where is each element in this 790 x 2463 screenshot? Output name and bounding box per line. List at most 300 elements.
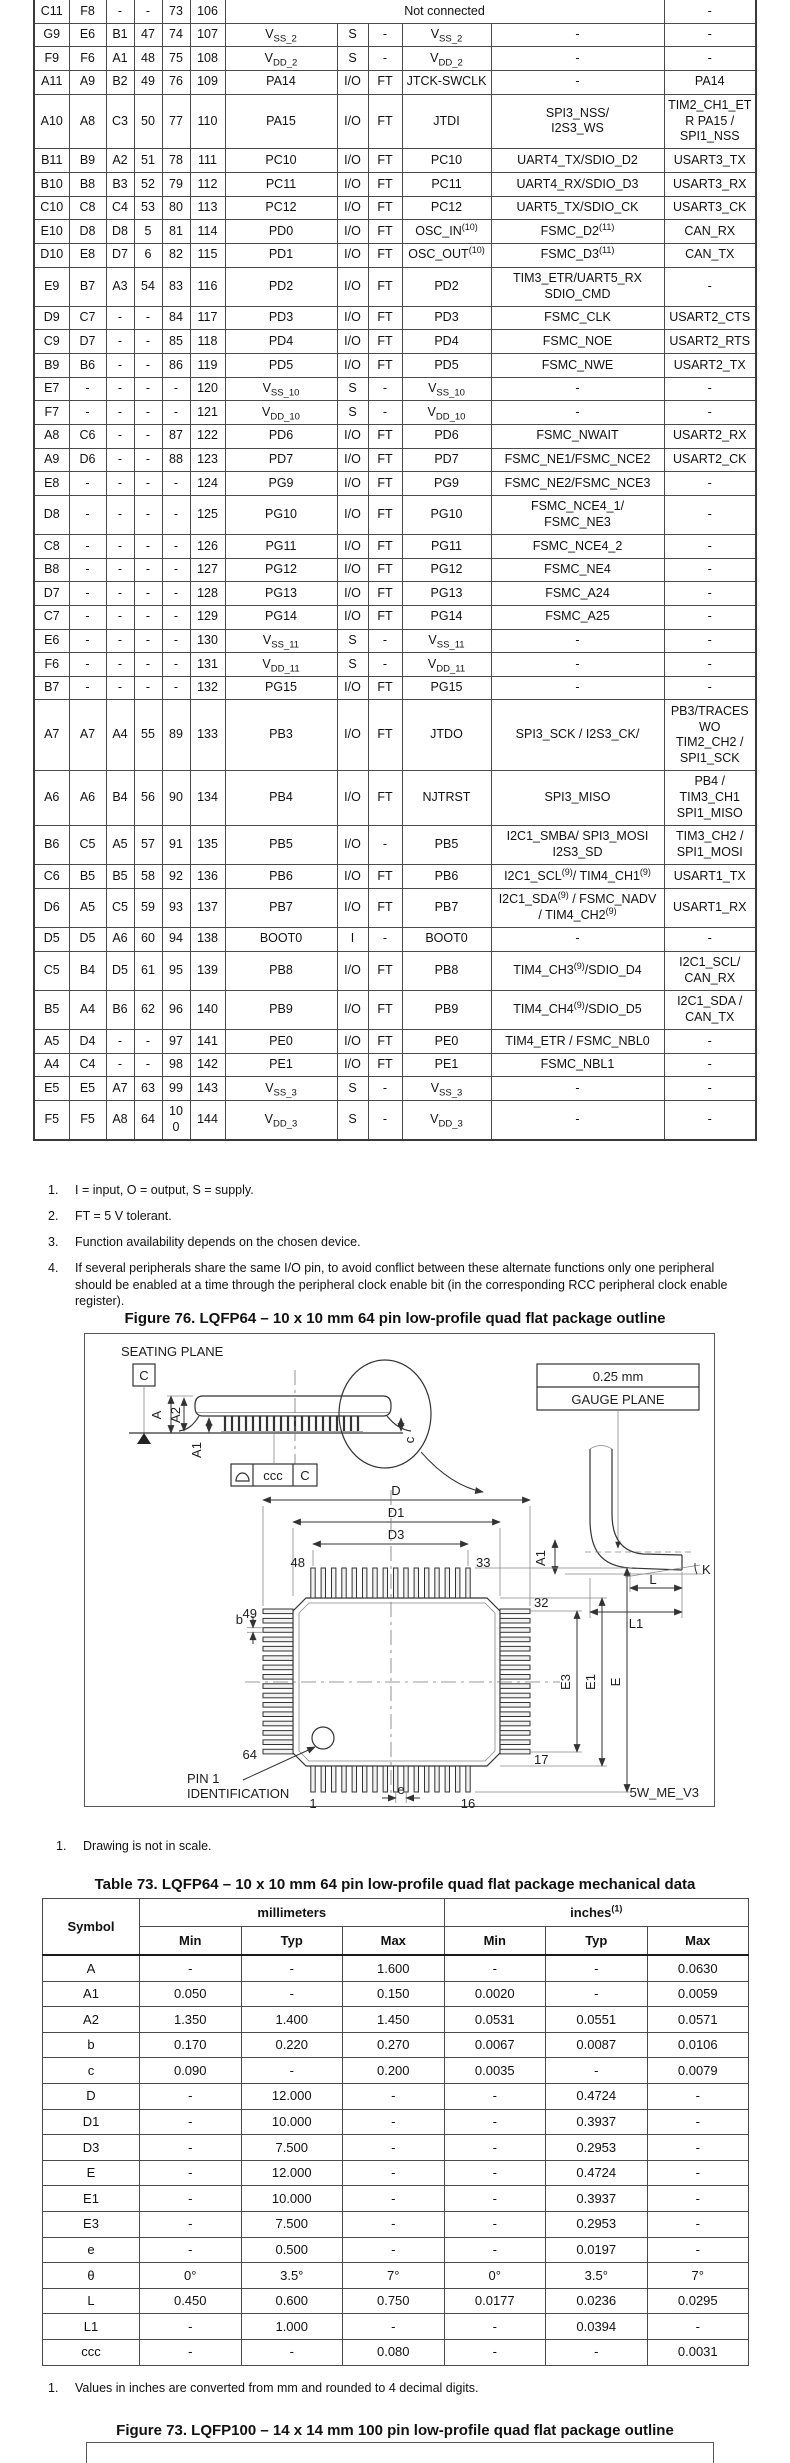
table-cell: FT [368,605,402,629]
table-cell: - [444,2237,546,2263]
table-cell: A8 [69,94,106,149]
table-cell: - [106,535,134,559]
table-cell: 10.000 [241,2186,343,2212]
table-cell: 137 [190,888,225,927]
table-cell: I/O [337,330,368,354]
table-cell: - [241,1955,343,1981]
pin1-label: 1 [309,1796,317,1811]
table-cell: Not connected [225,0,664,23]
table-cell: - [647,2237,749,2263]
table-cell: 0.0067 [444,2032,546,2058]
table-cell: - [664,558,756,582]
table-cell: - [491,1100,664,1140]
table-row [34,1030,756,1054]
table-cell: F8 [69,0,106,23]
table-cell: FT [368,424,402,448]
table-cell: PC10 [225,149,337,173]
table-cell: θ [43,2263,140,2289]
table-row [34,1053,756,1077]
table-cell: PD5 [402,354,491,378]
table-cell: FT [368,676,402,700]
table-cell: - [162,653,190,677]
package-body-side [195,1396,391,1416]
table-cell: 0.500 [241,2237,343,2263]
table-cell: - [444,2211,546,2237]
detail-circle [339,1360,431,1468]
datum-c-label: C [139,1368,149,1383]
table-cell: - [134,306,162,330]
table-cell: 138 [190,927,225,951]
table-cell: - [368,401,402,425]
table-cell: $V_{DD\_3}$ [225,1100,337,1140]
table-cell: 1.600 [343,1955,445,1981]
table-row [43,2211,749,2237]
table-cell: $V_{SS\_2}$ [402,23,491,47]
table-cell: A8 [106,1100,134,1140]
table-row [34,927,756,951]
table-row [43,2186,749,2212]
table-cell: - [491,401,664,425]
col-group-inches: inches$^{(1)}$ [444,1899,749,1927]
table-cell: 49 [134,70,162,94]
footnote-item: 2. FT = 5 V tolerant. [48,1208,172,1223]
pin48-label: 48 [290,1555,305,1570]
table-cell: $V_{DD\_11}$ [402,653,491,677]
table-cell: 125 [190,495,225,534]
table-cell: B6 [106,990,134,1029]
table-row [34,243,756,267]
table-cell: B7 [69,267,106,306]
table-cell: FT [368,354,402,378]
table-cell: 0.0031 [647,2339,749,2365]
table-cell: - [343,2186,445,2212]
table-cell: A4 [34,1053,69,1077]
table-cell: - [134,448,162,472]
footnote-item: 3. Function availability depends on the chosen device. [48,1234,361,1249]
table-cell: 59 [134,888,162,927]
table-cell: PG11 [225,535,337,559]
table-cell: - [134,1053,162,1077]
table-cell: D7 [34,582,69,606]
table-cell: 98 [162,1053,190,1077]
table-cell: A1 [106,47,134,71]
table-cell: PC11 [402,173,491,197]
table-cell: PD2 [402,267,491,306]
table-cell: - [134,377,162,401]
table-cell: 0.600 [241,2288,343,2314]
table-cell: 78 [162,149,190,173]
table-cell: PD6 [402,424,491,448]
table-cell: 0.0630 [647,1955,749,1981]
table-cell: L [43,2288,140,2314]
table-cell: E9 [34,267,69,306]
table-cell: - [134,401,162,425]
table-cell: - [664,495,756,534]
table-cell: - [106,676,134,700]
table-cell: - [106,306,134,330]
table-cell: FT [368,700,402,771]
table-cell: A5 [69,888,106,927]
table-cell: 96 [162,990,190,1029]
table-cell: D8 [106,220,134,244]
dim-a2-label: A2 [168,1407,183,1423]
table-cell: 99 [162,1077,190,1101]
mechanical-data-table [42,1898,749,2366]
table-cell: - [106,558,134,582]
table-cell: F9 [34,47,69,71]
table-cell: - [134,676,162,700]
table-cell: I/O [337,94,368,149]
table-cell: E10 [34,220,69,244]
table-cell: - [134,472,162,496]
table-cell: I2C1_SCL/ CAN_RX [664,951,756,990]
table-cell: 130 [190,629,225,653]
table-cell: CAN_RX [664,220,756,244]
table-cell: 82 [162,243,190,267]
table-cell: - [69,653,106,677]
table-cell: - [444,2135,546,2161]
table-cell: - [664,629,756,653]
table-cell: FSMC_A25 [491,605,664,629]
table-cell: - [69,535,106,559]
table-cell: - [106,401,134,425]
table-cell: 63 [134,1077,162,1101]
table-cell: $V_{DD\_11}$ [225,653,337,677]
table-cell: 0.450 [140,2288,242,2314]
table-row [43,2237,749,2263]
table-row [34,605,756,629]
table-cell: 116 [190,267,225,306]
table-cell: PG11 [402,535,491,559]
table-cell: - [140,2339,242,2365]
table-cell: - [134,605,162,629]
table-cell: PD4 [225,330,337,354]
table-row [43,2032,749,2058]
table-row [34,825,756,864]
table-cell: 97 [162,1030,190,1054]
table73-footnote [0,2380,760,2406]
table-cell: 10.000 [241,2109,343,2135]
pin1-identification-circle [312,1727,334,1749]
table-cell: PC11 [225,173,337,197]
table-cell: - [664,1053,756,1077]
table-cell: - [106,653,134,677]
table-row [43,2109,749,2135]
table-cell: 0.200 [343,2058,445,2084]
table-row [43,1955,749,1981]
table-cell: USART2_CTS [664,306,756,330]
dim-l1-label: L1 [628,1616,644,1631]
table-cell: 79 [162,173,190,197]
table-cell: - [106,377,134,401]
table-cell: USART3_CK [664,196,756,220]
table-cell: - [106,354,134,378]
table-cell: - [162,558,190,582]
table-cell: C10 [34,196,69,220]
table-cell: PC12 [225,196,337,220]
table-cell: - [664,582,756,606]
table-cell: PC12 [402,196,491,220]
table-cell: - [162,535,190,559]
table-cell: - [134,653,162,677]
table-cell: 0.080 [343,2339,445,2365]
table-cell: - [546,1955,648,1981]
table-cell: 118 [190,330,225,354]
table-cell: TIM3_CH2 / SPI1_MOSI [664,825,756,864]
table-cell: - [343,2314,445,2340]
table-cell: - [134,1030,162,1054]
table-cell: 139 [190,951,225,990]
table-cell: USART2_RTS [664,330,756,354]
table-cell: ccc [43,2339,140,2365]
table-cell: 114 [190,220,225,244]
table-cell: D6 [69,448,106,472]
table-cell: A9 [34,448,69,472]
table-cell: - [368,377,402,401]
table-cell: 0.4724 [546,2160,648,2186]
table-row [34,558,756,582]
table-cell: PG15 [402,676,491,700]
table-cell: PB8 [225,951,337,990]
table-cell: 6 [134,243,162,267]
table-row [34,173,756,197]
table-cell: A [43,1955,140,1981]
table-cell: C6 [34,865,69,889]
table-row [34,377,756,401]
note-item: 1. Values in inches are converted from mm and rounded to 4 decimal digits. [48,2381,479,2395]
table-cell: B8 [34,558,69,582]
table-cell: E6 [34,629,69,653]
table-cell: - [647,2314,749,2340]
table-cell: - [106,495,134,534]
table-cell: - [162,629,190,653]
table-row [43,2339,749,2365]
table-cell: I/O [337,535,368,559]
table-cell: - [444,1955,546,1981]
table-cell: PG9 [402,472,491,496]
table-cell: FSMC_NWE [491,354,664,378]
table73-title: Table 73. LQFP64 – 10 x 10 mm 64 pin low-profile quad flat package mechanical data [94,1876,696,1893]
ccc-label: ccc [263,1468,283,1483]
table-cell: 0.0394 [546,2314,648,2340]
table-cell: FSMC_NWAIT [491,424,664,448]
table-cell: PG13 [225,582,337,606]
dim-a1-label: A1 [189,1442,204,1458]
table-cell: 7.500 [241,2135,343,2161]
table-cell: PB4 / TIM3_CH1 SPI1_MISO [664,770,756,825]
gauge-mm-label: 0.25 mm [592,1369,644,1384]
table-cell: $V_{SS\_3}$ [225,1077,337,1101]
table-cell: USART1_RX [664,888,756,927]
table-cell: 1.000 [241,2314,343,2340]
dim-e-pitch-label: e [397,1782,405,1797]
figure76-outline-drawing [84,1333,715,1811]
table-cell: C11 [34,0,69,23]
dim-d-label: D [391,1483,401,1498]
table-cell: B2 [106,70,134,94]
table-cell: 62 [134,990,162,1029]
table-cell: 61 [134,951,162,990]
table-cell: 120 [190,377,225,401]
table-cell: 134 [190,770,225,825]
table-cell: 140 [190,990,225,1029]
table-cell: 54 [134,267,162,306]
table-cell: NJTRST [402,770,491,825]
table-cell: C3 [106,94,134,149]
table-cell: 55 [134,700,162,771]
table-cell: E3 [43,2211,140,2237]
table-cell: A7 [69,700,106,771]
table-cell: PD3 [225,306,337,330]
table-cell: S [337,1100,368,1140]
table-cell: - [69,401,106,425]
datum-triangle [137,1433,151,1444]
table-row [43,2160,749,2186]
table-row [34,653,756,677]
table-cell: B11 [34,149,69,173]
table-cell: - [69,558,106,582]
table-cell: 0.0551 [546,2007,648,2033]
table-cell: I2C1_SDA / CAN_TX [664,990,756,1029]
table-row [34,1100,756,1140]
table-cell: - [444,2109,546,2135]
table-row [34,306,756,330]
table-cell: - [343,2211,445,2237]
table-cell: C4 [69,1053,106,1077]
table-cell: C5 [69,825,106,864]
table-cell: 0.0197 [546,2237,648,2263]
table-cell: FT [368,865,402,889]
figure76-note [8,1838,768,1864]
table-cell: FSMC_NBL1 [491,1053,664,1077]
top-pins [311,1568,470,1598]
left-pins [263,1609,293,1754]
table-cell: PD3 [402,306,491,330]
dim-l-label: L [649,1572,657,1587]
table-cell: $V_{SS\_11}$ [402,629,491,653]
table-cell: - [664,472,756,496]
table-cell: - [664,47,756,71]
table-row [34,70,756,94]
table-cell: - [491,676,664,700]
dim-b-label: b [235,1612,243,1627]
table-cell: FT [368,1053,402,1077]
table-cell: - [664,605,756,629]
col-typ-in: Typ [546,1927,648,1956]
dim-e1-label: E1 [583,1674,598,1690]
table-cell: B10 [34,173,69,197]
table-cell: 73 [162,0,190,23]
table-cell: PC10 [402,149,491,173]
table-cell: B5 [34,990,69,1029]
table-cell: PG10 [225,495,337,534]
table-cell: A11 [34,70,69,94]
table-cell: D7 [69,330,106,354]
table-cell: UART4_TX/SDIO_D2 [491,149,664,173]
table-cell: SPI3_MISO [491,770,664,825]
table-cell: F6 [34,653,69,677]
table-cell: PG9 [225,472,337,496]
table-cell: 0.2953 [546,2135,648,2161]
table-cell: - [134,629,162,653]
table-cell: D8 [34,495,69,534]
table-cell: - [368,653,402,677]
table-cell: D8 [69,220,106,244]
table-cell: 86 [162,354,190,378]
table-cell: - [162,377,190,401]
table-cell: D10 [34,243,69,267]
table-cell: 113 [190,196,225,220]
pin-definitions-table [33,0,757,1141]
table-cell: - [343,2109,445,2135]
table-cell: 64 [134,1100,162,1140]
table-cell: - [69,676,106,700]
table-cell: I [337,927,368,951]
table-cell: A1 [43,1981,140,2007]
table-row [34,951,756,990]
dim-a1-detail-label: A1 [533,1550,548,1566]
table-cell: A2 [43,2007,140,2033]
lqfp64-package-drawing [85,1334,714,1811]
table-cell: - [140,2160,242,2186]
table-cell: PB5 [402,825,491,864]
table-cell: PA15 [225,94,337,149]
table-row [34,495,756,534]
table-cell: - [106,330,134,354]
table-cell: PG15 [225,676,337,700]
col-symbol: Symbol [43,1899,140,1956]
table-cell: 0.0106 [647,2032,749,2058]
table-cell: 141 [190,1030,225,1054]
table-row [34,47,756,71]
table-cell: PB5 [225,825,337,864]
table-cell: 0.150 [343,1981,445,2007]
table-cell: 0.0571 [647,2007,749,2033]
table-cell: 0.0295 [647,2288,749,2314]
table-cell: - [664,0,756,23]
table-row [34,424,756,448]
table-cell: - [140,2314,242,2340]
table-cell: PG14 [225,605,337,629]
lead-inner-contour [612,1449,682,1555]
table-cell: BOOT0 [225,927,337,951]
table-cell: PD7 [225,448,337,472]
pin-table-footnotes [0,1182,760,1319]
table-cell: 51 [134,149,162,173]
table-cell: S [337,47,368,71]
table-row [34,94,756,149]
pin49-label: 49 [242,1606,257,1621]
table-cell: PA14 [664,70,756,94]
table-cell: FT [368,888,402,927]
table-cell: - [241,2339,343,2365]
table-row [34,1077,756,1101]
table-cell: 117 [190,306,225,330]
table-cell: I/O [337,558,368,582]
table-cell: I/O [337,472,368,496]
col-max-mm: Max [343,1927,445,1956]
table-cell: PD5 [225,354,337,378]
table-cell: 115 [190,243,225,267]
table-cell: - [368,1100,402,1140]
table-cell: B3 [106,173,134,197]
table-cell: 89 [162,700,190,771]
table-cell: G9 [34,23,69,47]
table-cell: E6 [69,23,106,47]
table-cell: 0.750 [343,2288,445,2314]
table-cell: E7 [34,377,69,401]
table-cell: 133 [190,700,225,771]
